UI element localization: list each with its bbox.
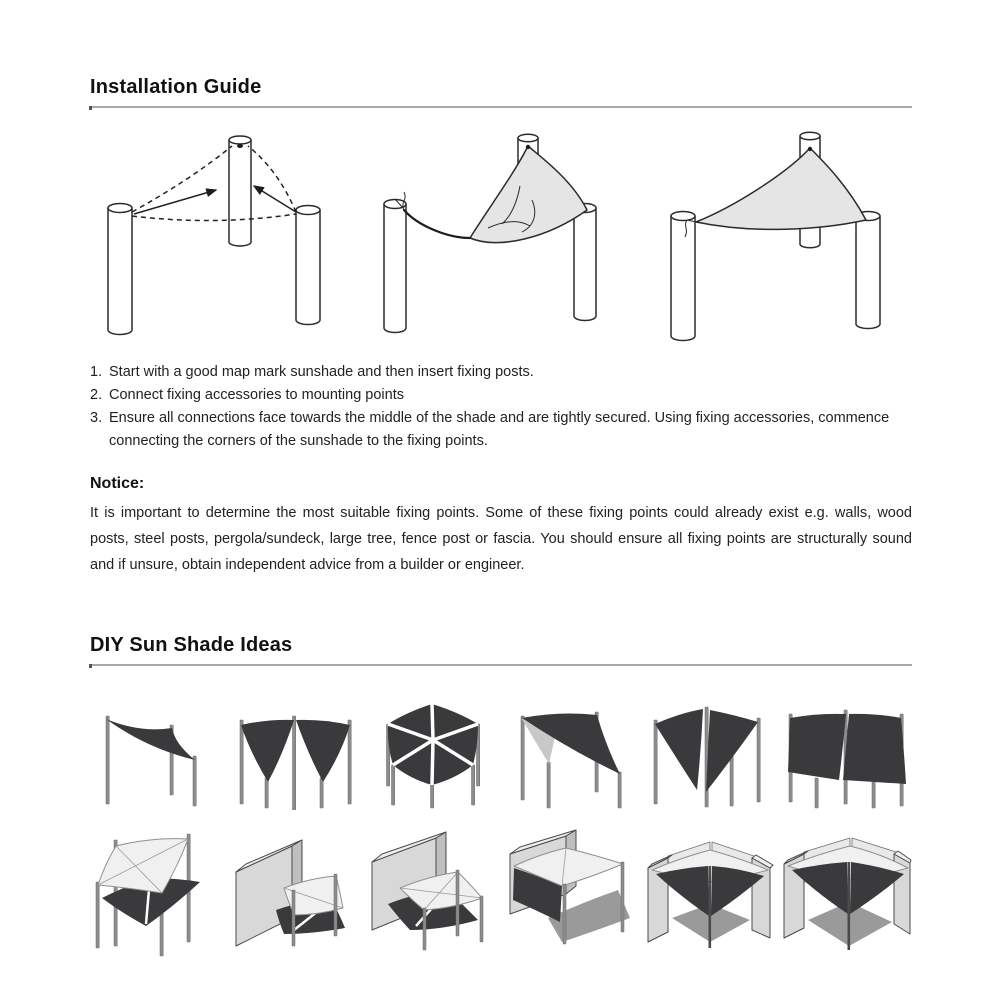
sail-left [655,709,703,790]
dark-sail [522,714,620,774]
twisted-double-layer-shade-icon [90,824,222,964]
tensioned-shade-diagram-icon [650,124,912,349]
sail-left [788,714,846,780]
double-square-shade-icon [780,692,912,810]
twin-triangle-square-shade-icon [228,692,360,810]
hexagon-sail [388,704,478,785]
diy-ideas-row-1 [90,692,912,810]
slack-sail [470,145,587,243]
wall-shade-large-shadow-icon [504,824,636,964]
sail-right [296,720,350,782]
step-number: 3. [90,410,103,426]
guide-lines [132,144,296,221]
overlapping-light-dark-shade-icon [504,692,636,810]
notice-title: Notice: [90,475,145,492]
section-divider [90,664,912,666]
installation-diagrams [90,124,912,349]
step-number: 2. [90,387,103,403]
sail-right [843,714,906,784]
diy-ideas-title: DIY Sun Shade Ideas [90,634,293,656]
step-item [90,407,912,453]
hexagon-shade-icon [366,692,498,810]
step-text: Start with a good map mark sunshade and then insert fixing posts. [109,364,534,380]
section-divider [90,106,912,108]
triangle-shade-3-posts-icon [90,692,222,810]
step-number: 1. [90,364,103,380]
wall-mounted-small-shade-icon [228,824,360,964]
posts [671,132,880,340]
mark-fixing-points-diagram-icon [90,124,352,349]
center-post [709,866,712,948]
installation-guide-title: Installation Guide [90,76,262,98]
step-text: Ensure all connections face towards the middle of the shade and are tightly secured. Using fixing accessories, commence connecting the corners of the sunshade to the fixing points. [109,410,890,449]
twin-vertical-triangle-shade-icon [642,692,774,810]
taut-sail [685,147,866,237]
sail [106,719,195,760]
step-item [90,361,912,384]
step-item [90,384,912,407]
corner-walls-shade-variant-icon [780,824,912,964]
attach-shade-loosely-diagram-icon [370,124,632,349]
corner-walls-shade-icon [642,824,774,964]
step-text: Connect fixing accessories to mounting points [109,387,404,403]
wall-mounted-shade-icon [366,824,498,964]
posts [108,136,320,335]
sail-left [241,720,294,782]
diy-ideas-row-2 [90,824,912,964]
installation-steps [90,361,912,453]
center-post [848,862,851,950]
notice-body: It is important to determine the most suitable fixing points. Some of these fixing points could already exist e.g. walls, wood posts, steel posts, pergola/sundeck, large tree, fence post or fascia. You should ensure all fixing points are structurally sound and if unsure, obtain independent advice from a builder or engineer. [90,505,912,573]
